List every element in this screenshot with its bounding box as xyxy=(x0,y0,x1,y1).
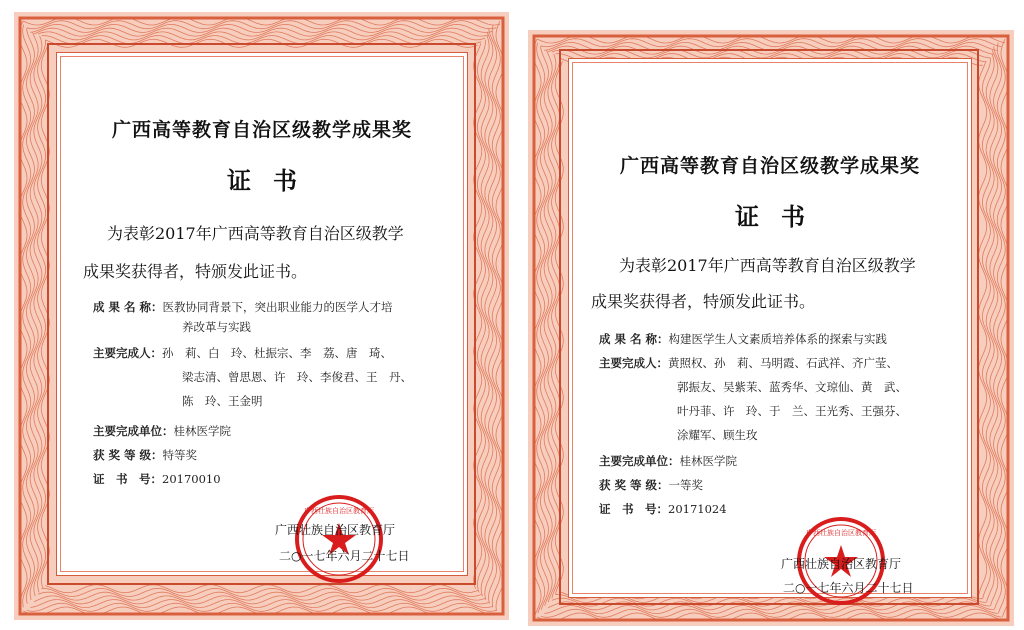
certificate-left xyxy=(14,12,509,620)
completers-label: 主要完成人： xyxy=(599,356,668,370)
result-name-row xyxy=(599,331,887,347)
completers-value: 黄照权、孙 莉、马明霞、石武祥、齐广莹、 xyxy=(668,356,898,370)
svg-text:广西壮族自治区教育厅: 广西壮族自治区教育厅 xyxy=(806,529,876,537)
completers-line-3: 陈 玲、王金明 xyxy=(182,394,263,408)
issue-date: 二○一七年六月二十七日 xyxy=(279,549,410,563)
certificate-number-value: 20170010 xyxy=(162,472,221,486)
completers-line-3: 叶丹菲、许 玲、于 兰、王光秀、王强芬、 xyxy=(677,404,907,418)
issue-date: 二○一七年六月二十七日 xyxy=(783,581,914,595)
completers-line-2: 梁志清、曾思恩、许 玲、李俊君、王 丹、 xyxy=(182,370,412,384)
completers-line-2: 郭振友、吴紫茉、蓝秀华、文琼仙、黄 武、 xyxy=(677,380,907,394)
unit-label: 主要完成单位： xyxy=(93,424,174,438)
completers-row xyxy=(599,355,898,371)
result-name-row xyxy=(93,299,393,315)
award-level-label: 获 奖 等 级： xyxy=(599,478,669,492)
certificate-number-value: 20171024 xyxy=(668,502,727,516)
award-level-value: 特等奖 xyxy=(162,448,198,462)
certificate-right xyxy=(528,30,1014,626)
statement-line-1: 为表彰2017年广西高等教育自治区级教学 xyxy=(619,256,916,275)
completers-line-4: 涂耀军、顾生玫 xyxy=(677,428,758,442)
unit-row xyxy=(93,423,231,439)
award-level-row xyxy=(93,447,197,463)
completers-value: 孙 莉、白 玲、杜振宗、李 荔、唐 琦、 xyxy=(162,346,392,360)
completers-label: 主要完成人： xyxy=(93,346,162,360)
unit-label: 主要完成单位： xyxy=(599,454,680,468)
award-title: 广西高等教育自治区级教学成果奖 xyxy=(111,119,412,141)
result-name-value: 构建医学生人文素质培养体系的探索与实践 xyxy=(668,332,888,346)
result-name-label: 成 果 名 称： xyxy=(93,300,163,314)
certificate-number-row xyxy=(599,501,727,517)
certificate-number-label: 证 书 号： xyxy=(93,472,162,486)
unit-value: 桂林医学院 xyxy=(173,424,231,438)
certificate-number-label: 证 书 号： xyxy=(599,502,668,516)
statement-line-1: 为表彰2017年广西高等教育自治区级教学 xyxy=(107,224,404,243)
certificate-heading: 证书 xyxy=(735,203,827,231)
award-level-label: 获 奖 等 级： xyxy=(93,448,163,462)
certificate-heading: 证书 xyxy=(227,167,319,195)
certificate-body xyxy=(568,58,972,598)
statement-line-2: 成果奖获得者，特颁发此证书。 xyxy=(591,292,816,311)
certificate-number-row xyxy=(93,471,221,487)
award-level-value: 一等奖 xyxy=(668,478,704,492)
issuer-name: 广西壮族自治区教育厅 xyxy=(781,557,902,571)
result-name-value: 医教协同背景下，突出职业能力的医学人才培 xyxy=(162,300,393,314)
official-seal-icon xyxy=(293,493,385,585)
result-name-label: 成 果 名 称： xyxy=(599,332,669,346)
result-name-continued: 养改革与实践 xyxy=(182,320,251,334)
unit-row xyxy=(599,453,737,469)
unit-value: 桂林医学院 xyxy=(679,454,737,468)
award-level-row xyxy=(599,477,703,493)
svg-text:广西壮族自治区教育厅: 广西壮族自治区教育厅 xyxy=(304,507,374,515)
certificate-body xyxy=(56,52,468,576)
statement-line-2: 成果奖获得者，特颁发此证书。 xyxy=(83,262,308,281)
issuer-name: 广西壮族自治区教育厅 xyxy=(275,523,396,537)
award-title: 广西高等教育自治区级教学成果奖 xyxy=(619,155,920,177)
completers-row xyxy=(93,345,392,361)
